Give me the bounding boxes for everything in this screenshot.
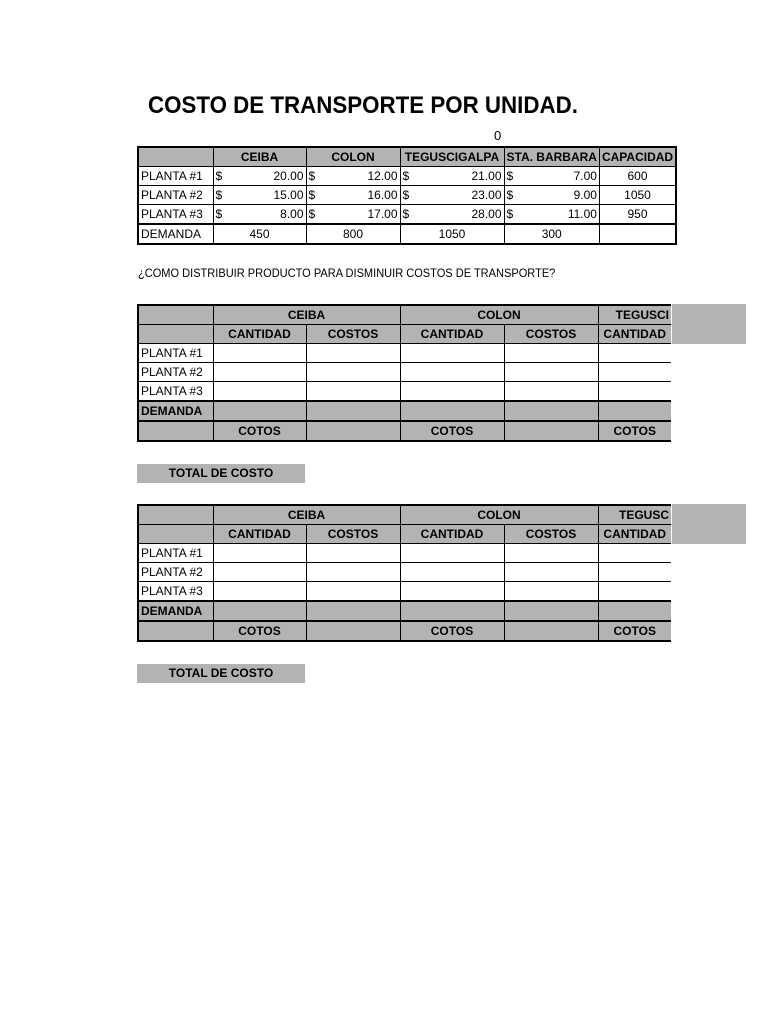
cotos-label: COTOS xyxy=(213,421,306,441)
sub-cantidad: CANTIDAD xyxy=(213,525,306,544)
cotos-label: COTOS xyxy=(598,421,671,441)
corner-cell xyxy=(138,621,213,641)
capacity-cell[interactable]: 1050 xyxy=(599,186,676,205)
header-sta-barbara: STA. BARBARA xyxy=(504,147,599,167)
row-label: PLANTA #3 xyxy=(138,382,213,402)
cotos-label: COTOS xyxy=(400,621,504,641)
cost-cell[interactable] xyxy=(213,167,306,186)
demand-cell[interactable] xyxy=(213,601,306,621)
group-tegucigalpa: TEGUSCI xyxy=(598,305,671,325)
sub-cantidad: CANTIDAD xyxy=(213,325,306,344)
currency-sign: $ xyxy=(402,188,410,202)
cotos-row xyxy=(138,621,671,641)
input-cell[interactable] xyxy=(213,344,306,363)
cost-value: 7.00 xyxy=(573,169,597,183)
corner-cell xyxy=(138,421,213,441)
cotos-row xyxy=(138,421,671,441)
cost-value: 9.00 xyxy=(573,188,597,202)
currency-sign: $ xyxy=(308,169,316,183)
row-label: PLANTA #1 xyxy=(138,167,213,186)
header-capacidad: CAPACIDAD xyxy=(599,147,676,167)
row-label: DEMANDA xyxy=(138,401,213,421)
cost-cell[interactable] xyxy=(400,205,504,225)
sub-cantidad: CANTIDAD xyxy=(400,525,504,544)
cost-table xyxy=(137,146,677,245)
total-cost-label-2: TOTAL DE COSTO xyxy=(137,664,305,683)
currency-sign: $ xyxy=(402,169,410,183)
cotos-label: COTOS xyxy=(598,621,671,641)
capacity-cell[interactable]: 950 xyxy=(599,205,676,225)
input-cell[interactable] xyxy=(504,344,598,363)
cost-cell[interactable] xyxy=(306,205,400,225)
cost-value: 17.00 xyxy=(367,207,398,221)
cotos-cell[interactable] xyxy=(306,621,400,641)
cost-value: 20.00 xyxy=(273,169,304,183)
input-cell[interactable] xyxy=(400,563,504,582)
header-tegucigalpa: TEGUSCIGALPA xyxy=(400,147,504,167)
demand-cell[interactable] xyxy=(504,401,598,421)
group-tegucigalpa: TEGUSC xyxy=(598,505,671,525)
demand-cell[interactable]: 800 xyxy=(306,224,400,244)
input-cell[interactable] xyxy=(213,563,306,582)
demand-cell[interactable] xyxy=(598,401,671,421)
cost-value: 16.00 xyxy=(367,188,398,202)
demand-cell[interactable] xyxy=(306,601,400,621)
total-cost-label-1: TOTAL DE COSTO xyxy=(137,464,305,483)
input-cell[interactable] xyxy=(306,544,400,563)
row-label: PLANTA #2 xyxy=(138,563,213,582)
table-row xyxy=(138,205,676,225)
overflow-header-fill xyxy=(672,504,746,544)
sub-cantidad: CANTIDAD xyxy=(598,325,671,344)
cost-cell[interactable] xyxy=(504,186,599,205)
demand-cell[interactable] xyxy=(400,401,504,421)
currency-sign: $ xyxy=(215,207,223,221)
cost-value: 15.00 xyxy=(273,188,304,202)
header-ceiba: CEIBA xyxy=(213,147,306,167)
distribution-table-1 xyxy=(137,304,671,442)
input-cell[interactable] xyxy=(598,363,671,382)
input-cell[interactable] xyxy=(598,344,671,363)
demand-row xyxy=(138,224,676,244)
cost-cell[interactable] xyxy=(400,186,504,205)
cotos-label: COTOS xyxy=(213,621,306,641)
sub-cantidad: CANTIDAD xyxy=(400,325,504,344)
input-cell[interactable] xyxy=(504,382,598,402)
cost-value: 8.00 xyxy=(280,207,304,221)
cotos-cell[interactable] xyxy=(504,421,598,441)
sub-costos: COSTOS xyxy=(504,525,598,544)
cost-cell[interactable] xyxy=(306,167,400,186)
input-cell[interactable] xyxy=(306,582,400,602)
cost-value: 28.00 xyxy=(471,207,502,221)
sub-cantidad: CANTIDAD xyxy=(598,525,671,544)
input-cell[interactable] xyxy=(598,563,671,582)
demand-cell[interactable] xyxy=(306,401,400,421)
currency-sign: $ xyxy=(402,207,410,221)
question-text: ¿COMO DISTRIBUIR PRODUCTO PARA DISMINUIR COSTOS DE TRANSPORTE? xyxy=(138,266,556,280)
sub-costos: COSTOS xyxy=(306,525,400,544)
group-ceiba: CEIBA xyxy=(213,505,400,525)
row-label: PLANTA #2 xyxy=(138,363,213,382)
demand-cell[interactable]: 300 xyxy=(504,224,599,244)
row-label: PLANTA #1 xyxy=(138,344,213,363)
group-colon: COLON xyxy=(400,505,598,525)
cotos-label: COTOS xyxy=(400,421,504,441)
cost-cell[interactable] xyxy=(213,205,306,225)
row-label: PLANTA #2 xyxy=(138,186,213,205)
row-label: PLANTA #3 xyxy=(138,205,213,225)
input-cell[interactable] xyxy=(598,582,671,602)
cost-value: 21.00 xyxy=(471,169,502,183)
corner-cell xyxy=(138,325,213,344)
table-row xyxy=(138,544,671,563)
currency-sign: $ xyxy=(215,188,223,202)
input-cell[interactable] xyxy=(504,563,598,582)
demand-cell[interactable]: 450 xyxy=(213,224,306,244)
input-cell[interactable] xyxy=(400,382,504,402)
input-cell[interactable] xyxy=(400,582,504,602)
sub-header-row xyxy=(138,525,671,544)
group-header-row xyxy=(138,505,671,525)
input-cell[interactable] xyxy=(306,563,400,582)
capacity-cell[interactable]: 600 xyxy=(599,167,676,186)
group-ceiba: CEIBA xyxy=(213,305,400,325)
input-cell[interactable] xyxy=(598,544,671,563)
input-cell[interactable] xyxy=(504,363,598,382)
row-label: DEMANDA xyxy=(138,224,213,244)
input-cell[interactable] xyxy=(598,382,671,402)
input-cell[interactable] xyxy=(400,544,504,563)
cost-header-row xyxy=(138,147,676,167)
sub-costos: COSTOS xyxy=(306,325,400,344)
corner-cell xyxy=(138,505,213,525)
row-label: PLANTA #1 xyxy=(138,544,213,563)
currency-sign: $ xyxy=(506,188,514,202)
table-row xyxy=(138,186,676,205)
page-title: COSTO DE TRANSPORTE POR UNIDAD. xyxy=(148,92,578,119)
empty-cell[interactable] xyxy=(599,224,676,244)
currency-sign: $ xyxy=(506,169,514,183)
cost-value: 12.00 xyxy=(367,169,398,183)
input-cell[interactable] xyxy=(213,363,306,382)
cost-cell[interactable] xyxy=(504,205,599,225)
table-row xyxy=(138,382,671,402)
table-row xyxy=(138,563,671,582)
currency-sign: $ xyxy=(308,188,316,202)
corner-cell xyxy=(138,147,213,167)
overflow-header-fill xyxy=(672,304,746,344)
demand-row xyxy=(138,401,671,421)
cost-cell[interactable] xyxy=(400,167,504,186)
input-cell[interactable] xyxy=(400,363,504,382)
cotos-cell[interactable] xyxy=(306,421,400,441)
demand-cell[interactable] xyxy=(213,401,306,421)
table-row xyxy=(138,582,671,602)
corner-cell xyxy=(138,305,213,325)
cost-cell[interactable] xyxy=(213,186,306,205)
input-cell[interactable] xyxy=(504,582,598,602)
group-colon: COLON xyxy=(400,305,598,325)
sub-header-row xyxy=(138,325,671,344)
input-cell[interactable] xyxy=(213,382,306,402)
sub-costos: COSTOS xyxy=(504,325,598,344)
row-label: PLANTA #3 xyxy=(138,582,213,602)
demand-cell[interactable] xyxy=(504,601,598,621)
currency-sign: $ xyxy=(215,169,223,183)
input-cell[interactable] xyxy=(400,344,504,363)
demand-cell[interactable] xyxy=(598,601,671,621)
demand-cell[interactable] xyxy=(400,601,504,621)
cost-value: 11.00 xyxy=(567,207,597,221)
header-colon: COLON xyxy=(306,147,400,167)
cotos-cell[interactable] xyxy=(504,621,598,641)
cost-cell[interactable] xyxy=(306,186,400,205)
corner-cell xyxy=(138,525,213,544)
table-row xyxy=(138,167,676,186)
input-cell[interactable] xyxy=(213,582,306,602)
input-cell[interactable] xyxy=(306,363,400,382)
group-header-row xyxy=(138,305,671,325)
top-value: 0 xyxy=(494,128,502,143)
table-row xyxy=(138,344,671,363)
cost-value: 23.00 xyxy=(471,188,502,202)
demand-row xyxy=(138,601,671,621)
currency-sign: $ xyxy=(506,207,514,221)
demand-cell[interactable]: 1050 xyxy=(400,224,504,244)
input-cell[interactable] xyxy=(306,344,400,363)
table-row xyxy=(138,363,671,382)
row-label: DEMANDA xyxy=(138,601,213,621)
input-cell[interactable] xyxy=(213,544,306,563)
currency-sign: $ xyxy=(308,207,316,221)
input-cell[interactable] xyxy=(306,382,400,402)
input-cell[interactable] xyxy=(504,544,598,563)
distribution-table-2 xyxy=(137,504,671,642)
cost-cell[interactable] xyxy=(504,167,599,186)
